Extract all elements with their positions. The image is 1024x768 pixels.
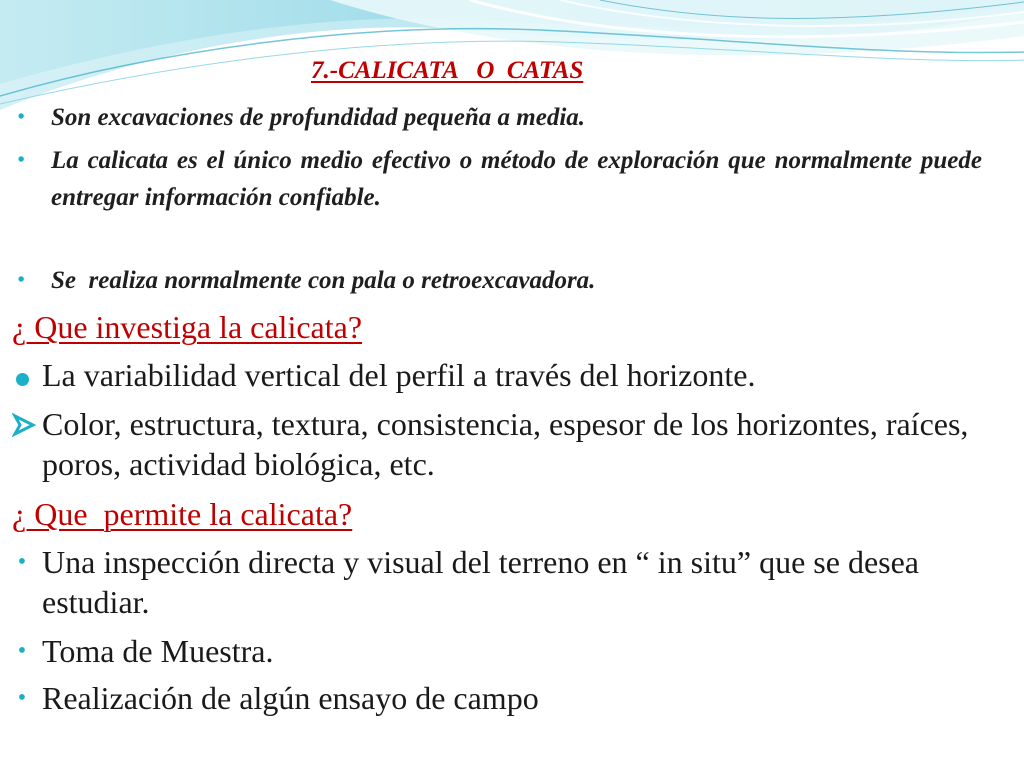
small-dot-icon: •	[17, 638, 27, 664]
intro-list-item	[0, 142, 1024, 253]
section2-list-item	[0, 542, 1024, 622]
intro-item-text: La calicata es el único medio efectivo o método de exploración que normalmente puede entregar información confiable.	[51, 147, 982, 211]
section2-item-text: Realización de algún ensayo de campo	[42, 680, 539, 716]
section2-item-text: Una inspección directa y visual del terreno en “ in situ” que se desea estudiar.	[42, 544, 919, 620]
intro-list-item	[0, 262, 1024, 299]
intro-item-text: Se realiza normalmente con pala o retroexcavadora.	[51, 267, 596, 294]
section1-item-text: Color, estructura, textura, consistencia, espesor de los horizontes, raíces, poros, actividad biológica, etc.	[42, 406, 969, 482]
small-dot-icon: •	[17, 685, 27, 711]
section-heading-investiga	[12, 307, 912, 347]
small-dot-icon: •	[17, 269, 25, 291]
filled-circle-icon	[12, 355, 32, 395]
section-heading-permite	[12, 494, 912, 534]
section1-list-item	[0, 404, 1024, 484]
section-question: ¿ Que investiga la calicata?	[12, 309, 363, 345]
section2-list-item	[0, 678, 1024, 718]
small-dot-icon: •	[17, 106, 25, 128]
slide-title-text: 7.-CALICATA O CATAS	[311, 57, 584, 84]
small-dot-icon: •	[17, 549, 27, 575]
section1-item-text: La variabilidad vertical del perfil a través del horizonte.	[42, 357, 756, 393]
arrow-right-icon	[12, 404, 32, 446]
intro-list-item	[0, 99, 1024, 136]
slide-title	[311, 52, 711, 89]
small-dot-icon: •	[17, 149, 25, 171]
section2-item-text: Toma de Muestra.	[42, 633, 274, 669]
section1-list-item	[0, 355, 1024, 395]
section2-list-item	[0, 631, 1024, 671]
intro-item-text: Son excavaciones de profundidad pequeña a media.	[51, 104, 586, 131]
section-question: ¿ Que permite la calicata?	[12, 496, 353, 532]
